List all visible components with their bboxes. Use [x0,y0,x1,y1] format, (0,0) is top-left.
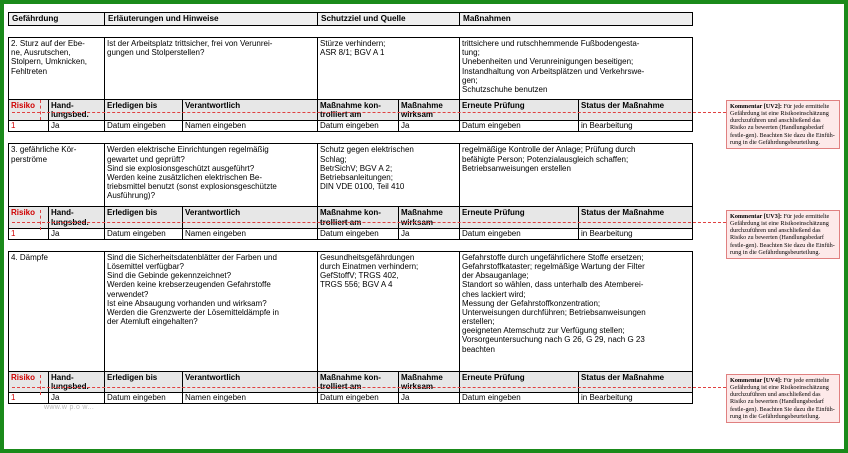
erledigen-date-field[interactable]: Datum eingeben [105,228,183,239]
sub-pruefung: Erneute Prüfung [460,100,579,121]
comment-anchor-line [40,100,41,120]
pruefung-date-field[interactable]: Datum eingeben [460,228,579,239]
sub-risiko: Risiko [9,371,49,392]
sub-risiko: Risiko [9,100,49,121]
status-field[interactable]: in Bearbeitung [579,228,693,239]
hints-cell: Werden elektrische Einrichtungen regelmäßig gewartet und geprüft? Sind sie explosionsgeschützt ausgeführt? Werden keine zusätzlichen elektrischen Be- triebsmittel benutzt (sonst explosionsgeschützte Ausführung)? [105,144,318,207]
measures-cell: trittsichere und rutschhemmende Fußbodengesta- tung; Unebenheiten und Verunreinigungen beseitigen; Instandhaltung von Arbeitsplätzen und Verkehrswe- gen; Schutzschuhe benutzen [460,38,693,100]
review-comment[interactable]: Kommentar [UV2]: Für jede ermittelte Gefährdung ist eine Risikoeinschätzung durchzuführen und anschließend das Risiko zu bewerten (Handlungsbedarf festle-gen). Beachten Sie dazu die Einfüh-rung in die Gefährdungsbeurteilung. [726,100,840,149]
comment-anchor-line [40,210,41,230]
measures-cell: regelmäßige Kontrolle der Anlage; Prüfung durch befähigte Person; Potenzialausgleich schaffen; Betriebsanweisungen erstellen [460,144,693,207]
sub-status: Status der Maßnahme [579,207,693,228]
comment-anchor-line [40,375,41,395]
header-gefaehrdung: Gefährdung [9,13,105,26]
section-table [8,251,693,404]
comment-connector-line [12,112,726,113]
pruefung-date-field[interactable]: Datum eingeben [460,121,579,132]
risk-value-field[interactable]: 1 [9,121,49,132]
hazard-cell: 4. Dämpfe [9,251,105,371]
risk-assessment-table [8,12,692,404]
section-table [8,37,693,132]
risk-value-field[interactable]: 1 [9,228,49,239]
wirksam-field[interactable]: Ja [399,393,460,404]
erledigen-date-field[interactable]: Datum eingeben [105,121,183,132]
status-field[interactable]: in Bearbeitung [579,121,693,132]
sub-erledigen: Erledigen bis [105,207,183,228]
sub-risiko: Risiko [9,207,49,228]
source-cell: Gesundheitsgefährdungen durch Einatmen verhindern; GefStoffV; TRGS 402, TRGS 556; BGV A 4 [318,251,460,371]
wirksam-field[interactable]: Ja [399,121,460,132]
review-comment[interactable]: Kommentar [UV4]: Für jede ermittelte Gefährdung ist eine Risikoeinschätzung durchzuführen und anschließend das Risiko zu bewerten (Handlungsbedarf festle-gen). Beachten Sie dazu die Einfüh-rung in die Gefährdungsbeurteilung. [726,374,840,423]
pruefung-date-field[interactable]: Datum eingeben [460,393,579,404]
header-table [8,12,693,26]
sub-status: Status der Maßnahme [579,100,693,121]
erledigen-date-field[interactable]: Datum eingeben [105,393,183,404]
sub-verantwortlich: Verantwortlich [183,371,318,392]
document-page [4,4,844,449]
hazard-cell: 3. gefährliche Kör- perströme [9,144,105,207]
section-table [8,143,693,239]
sub-wirksam: Maßnahme wirksam [399,371,460,392]
sub-status: Status der Maßnahme [579,371,693,392]
header-massnahmen: Maßnahmen [460,13,693,26]
sub-verantwortlich: Verantwortlich [183,100,318,121]
sub-handlung: Hand- lungsbed. [49,207,105,228]
risk-value-field[interactable]: 1 [9,393,49,404]
sub-kontrolliert: Maßnahme kon- trolliert am [318,371,399,392]
sub-verantwortlich: Verantwortlich [183,207,318,228]
kontrolliert-date-field[interactable]: Datum eingeben [318,228,399,239]
sub-wirksam: Maßnahme wirksam [399,100,460,121]
sub-handlung: Hand- lungsbed. [49,100,105,121]
verantwortlich-name-field[interactable]: Namen eingeben [183,228,318,239]
header-schutzziel: Schutzziel und Quelle [318,13,460,26]
handlung-field[interactable]: Ja [49,228,105,239]
sub-kontrolliert: Maßnahme kon- trolliert am [318,207,399,228]
measures-cell: Gefahrstoffe durch ungefährlichere Stoffe ersetzen; Gefahrstoffkataster; regelmäßige Wartung der Filter der Absauganlage; Standort so wählen, dass unterhalb des Atemberei- ches lackiert wird; Messung der Gefahrstoffkonzentration; Unterweisungen durchführen; Betriebsanweisungen erstellen; geeigneten Atemschutz zur Verfügung stellen; Vorsorgeuntersuchung nach G 26, G 29, nach G 23 beachten [460,251,693,371]
sub-erledigen: Erledigen bis [105,371,183,392]
sub-pruefung: Erneute Prüfung [460,207,579,228]
sub-kontrolliert: Maßnahme kon- trolliert am [318,100,399,121]
sub-handlung: Hand- lungsbed. [49,371,105,392]
header-erlaeuterungen: Erläuterungen und Hinweise [105,13,318,26]
hints-cell: Sind die Sicherheitsdatenblätter der Farben und Lösemittel verfügbar? Sind die Gebinde gekennzeichnet? Werden keine krebserzeugenden Gefahrstoffe verwendet? Ist eine Absaugung vorhanden und wirksam? Werden die Grenzwerte der Lösemitteldämpfe in der Atemluft eingehalten? [105,251,318,371]
status-field[interactable]: in Bearbeitung [579,393,693,404]
verantwortlich-name-field[interactable]: Namen eingeben [183,121,318,132]
handlung-field[interactable]: Ja [49,121,105,132]
kontrolliert-date-field[interactable]: Datum eingeben [318,121,399,132]
kontrolliert-date-field[interactable]: Datum eingeben [318,393,399,404]
review-comment[interactable]: Kommentar [UV3]: Für jede ermittelte Gefährdung ist eine Risikoeinschätzung durchzuführen und anschließend das Risiko zu bewerten (Handlungsbedarf festle-gen). Beachten Sie dazu die Einfüh-rung in die Gefährdungsbeurteilung. [726,210,840,259]
watermark: www.w p.o w... [44,404,95,411]
verantwortlich-name-field[interactable]: Namen eingeben [183,393,318,404]
source-cell: Schutz gegen elektrischen Schlag; BetrSichV; BGV A 2; Betriebsanleitungen; DIN VDE 0100, Teil 410 [318,144,460,207]
source-cell: Stürze verhindern; ASR 8/1; BGV A 1 [318,38,460,100]
sub-wirksam: Maßnahme wirksam [399,207,460,228]
sub-erledigen: Erledigen bis [105,100,183,121]
comment-connector-line [12,222,726,223]
wirksam-field[interactable]: Ja [399,228,460,239]
hints-cell: Ist der Arbeitsplatz trittsicher, frei von Verunrei- gungen und Stolperstellen? [105,38,318,100]
handlung-field[interactable]: Ja [49,393,105,404]
sub-pruefung: Erneute Prüfung [460,371,579,392]
comment-connector-line [12,387,726,388]
hazard-cell: 2. Sturz auf der Ebe- ne, Ausrutschen, Stolpern, Umknicken, Fehltreten [9,38,105,100]
